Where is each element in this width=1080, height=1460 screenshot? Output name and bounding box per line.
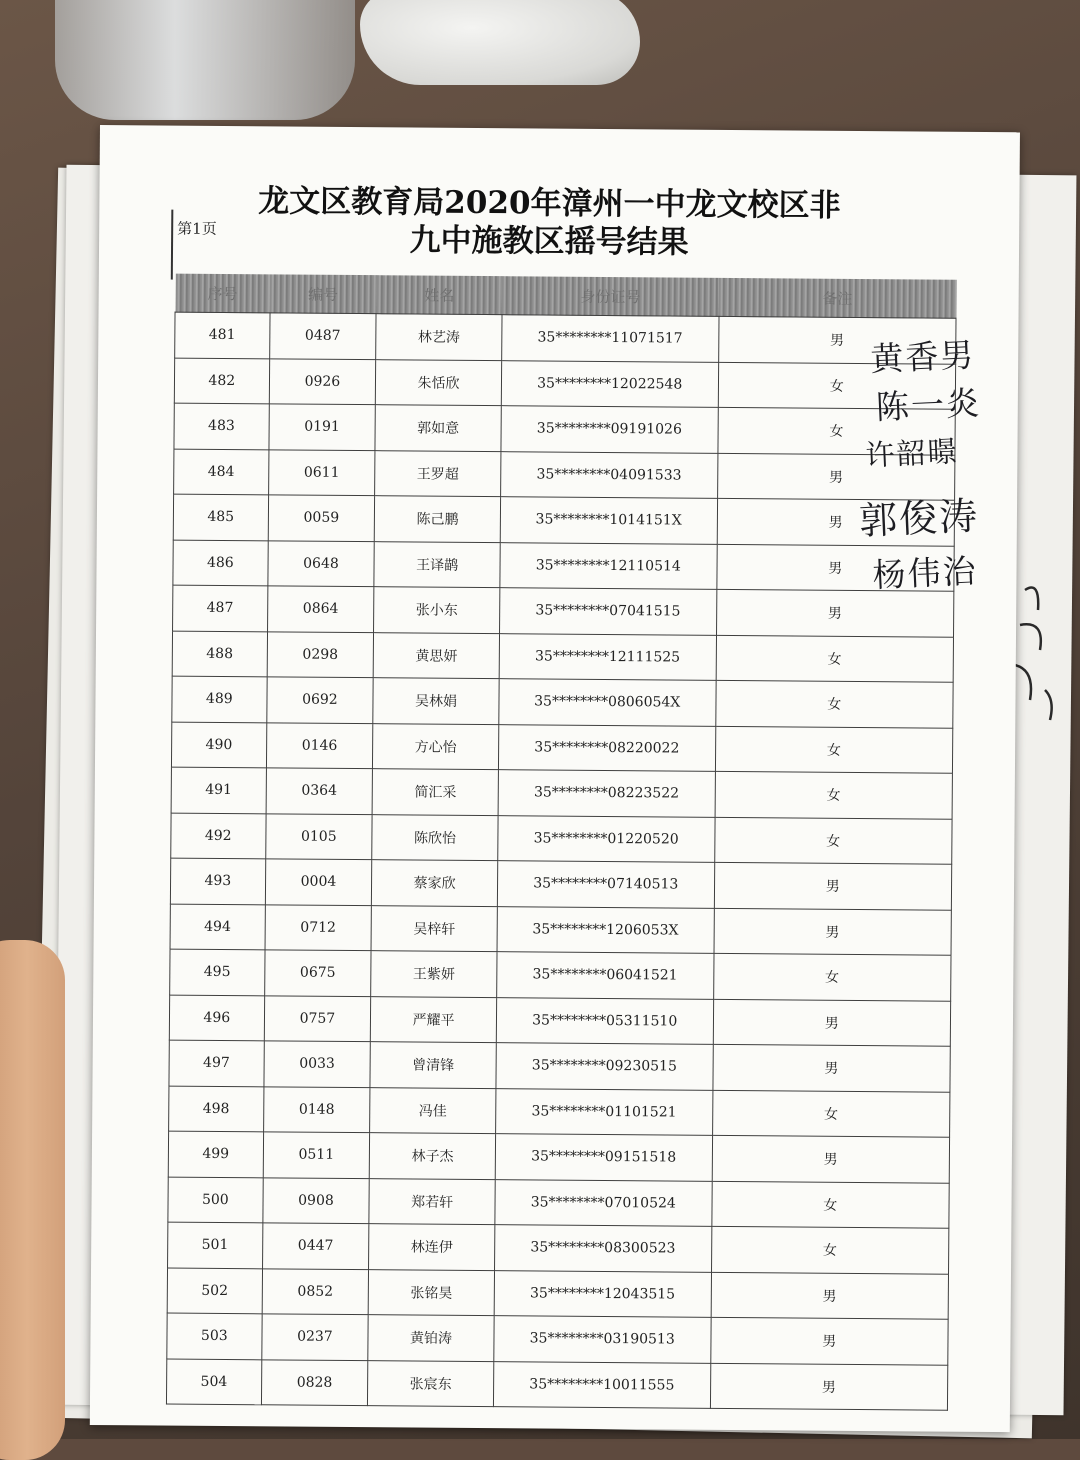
- cell-id: 35********05311510: [496, 997, 713, 1044]
- cell-note: 男: [712, 1135, 950, 1182]
- header-code: 编号: [270, 274, 377, 313]
- cell-code: 0148: [263, 1086, 370, 1132]
- cell-seq: 489: [172, 676, 267, 722]
- results-table: [166, 274, 957, 1411]
- cell-seq: 501: [168, 1222, 263, 1268]
- table-row: [169, 1040, 950, 1092]
- cell-seq: 497: [169, 1040, 264, 1086]
- cell-id: 35********10011555: [493, 1361, 710, 1408]
- cell-name: 王罗超: [375, 450, 501, 496]
- handwritten-name: 陈一炎: [875, 383, 982, 427]
- table-row: [172, 631, 953, 683]
- table-row: [166, 1359, 947, 1411]
- table-row: [167, 1313, 948, 1365]
- cell-code: 0004: [265, 859, 372, 905]
- table-row: [170, 949, 951, 1001]
- cell-id: 35********12022548: [501, 360, 718, 407]
- cell-name: 陈己鹏: [374, 496, 500, 542]
- cell-code: 0511: [263, 1132, 370, 1178]
- cell-note: 男: [716, 544, 954, 591]
- cell-seq: 500: [168, 1177, 263, 1223]
- cell-name: 方心怡: [373, 723, 499, 769]
- cell-id: 35********11071517: [502, 315, 719, 362]
- table-row: [174, 449, 955, 501]
- cell-note: 女: [712, 1090, 950, 1137]
- table-row: [169, 1086, 950, 1138]
- table-row: [173, 494, 954, 546]
- cell-id: 35********12111525: [499, 633, 716, 680]
- cell-id: 35********1014151X: [500, 497, 717, 544]
- cell-code: 0864: [267, 586, 374, 632]
- table-row: [169, 995, 950, 1047]
- cell-code: 0146: [266, 722, 373, 768]
- cell-code: 0712: [265, 904, 372, 950]
- staple-mark: [171, 210, 174, 280]
- cell-note: 女: [713, 953, 951, 1000]
- cell-code: 0828: [261, 1359, 368, 1405]
- cell-code: 0675: [264, 950, 371, 996]
- handwritten-name: 杨伟治: [871, 551, 979, 595]
- cell-id: 35********12110514: [500, 542, 717, 589]
- cell-seq: 494: [170, 904, 265, 950]
- cell-code: 0611: [268, 449, 375, 495]
- cell-seq: 503: [167, 1313, 262, 1359]
- cell-seq: 499: [168, 1131, 263, 1177]
- cell-note: 女: [711, 1181, 949, 1228]
- cell-id: 35********07010524: [495, 1179, 712, 1226]
- cell-id: 35********1206053X: [497, 906, 714, 953]
- table-row: [168, 1131, 949, 1183]
- cell-id: 35********08223522: [498, 770, 715, 817]
- cell-note: 男: [713, 999, 951, 1046]
- handwritten-name: 许韶暻: [864, 434, 960, 473]
- cell-note: 女: [717, 407, 955, 454]
- cell-note: 女: [716, 635, 954, 682]
- cell-note: 男: [717, 453, 955, 500]
- cell-code: 0298: [267, 631, 374, 677]
- lottery-result-sheet: [90, 125, 1020, 1432]
- cell-seq: 493: [170, 858, 265, 904]
- cell-note: 男: [711, 1272, 949, 1319]
- cell-name: 张铭昊: [368, 1269, 494, 1315]
- cell-code: 0908: [263, 1177, 370, 1223]
- handwritten-name: 黄香男: [869, 335, 977, 379]
- cell-code: 0852: [262, 1268, 369, 1314]
- cell-name: 蔡家欣: [372, 860, 498, 906]
- cell-seq: 490: [171, 722, 266, 768]
- cell-id: 35********01220520: [498, 815, 715, 862]
- table-row: [170, 858, 951, 910]
- cell-note: 女: [715, 680, 953, 727]
- cell-note: 男: [716, 589, 954, 636]
- table-row: [173, 540, 954, 592]
- cell-code: 0757: [264, 995, 371, 1041]
- cell-id: 35********06041521: [497, 952, 714, 999]
- cell-seq: 492: [171, 813, 266, 859]
- cell-id: 35********09230515: [496, 1043, 713, 1090]
- table-row: [175, 312, 956, 364]
- cell-seq: 481: [175, 312, 270, 358]
- title-line: 九中施教区摇号结果: [409, 222, 689, 261]
- cell-name: 张小东: [374, 587, 500, 633]
- table-row: [174, 358, 955, 410]
- cell-id: 35********0806054X: [499, 679, 716, 726]
- cell-id: 35********07041515: [499, 588, 716, 635]
- cell-code: 0105: [265, 813, 372, 859]
- table-row: [171, 813, 952, 865]
- header-note: 备注: [719, 278, 957, 318]
- cell-code: 0059: [268, 495, 375, 541]
- cell-id: 35********07140513: [497, 861, 714, 908]
- cell-name: 陈欣怡: [372, 814, 498, 860]
- table-row: [171, 767, 952, 819]
- cell-seq: 484: [174, 449, 269, 495]
- table-row: [168, 1177, 949, 1229]
- cell-note: 男: [714, 862, 952, 909]
- cell-seq: 496: [169, 995, 264, 1041]
- cell-seq: 486: [173, 540, 268, 586]
- cell-name: 王紫妍: [371, 951, 497, 997]
- cell-note: 女: [715, 726, 953, 773]
- cell-id: 35********08300523: [494, 1225, 711, 1272]
- cell-id: 35********01101521: [496, 1088, 713, 1135]
- cell-name: 王译鹋: [374, 541, 500, 587]
- cell-note: 男: [717, 498, 955, 545]
- cell-note: 女: [715, 771, 953, 818]
- cell-code: 0447: [262, 1223, 369, 1269]
- header-seq: 序号: [175, 274, 270, 313]
- cell-seq: 502: [167, 1268, 262, 1314]
- cell-code: 0364: [266, 768, 373, 814]
- cell-seq: 483: [174, 403, 269, 449]
- title-line: 龙文区教育局2020年漳州一中龙文校区非: [258, 183, 841, 224]
- hand: [0, 940, 65, 1460]
- cell-name: 林连伊: [369, 1224, 495, 1270]
- cell-note: 男: [714, 908, 952, 955]
- cell-seq: 498: [169, 1086, 264, 1132]
- handwritten-notes: [858, 331, 1030, 612]
- cell-name: 郑若轩: [369, 1178, 495, 1224]
- cell-name: 简汇采: [372, 769, 498, 815]
- cell-note: 男: [710, 1317, 948, 1364]
- cell-code: 0692: [266, 677, 373, 723]
- cell-id: 35********09151518: [495, 1134, 712, 1181]
- cell-seq: 504: [166, 1359, 261, 1405]
- cell-code: 0926: [269, 358, 376, 404]
- cell-name: 郭如意: [375, 405, 501, 451]
- page-label: 第1页: [177, 219, 217, 238]
- cell-name: 严耀平: [371, 996, 497, 1042]
- handwritten-name: 郭俊涛: [858, 493, 981, 544]
- cell-code: 0648: [268, 540, 375, 586]
- cell-note: 女: [714, 817, 952, 864]
- cell-seq: 482: [174, 358, 269, 404]
- tissue: [360, 0, 640, 85]
- cell-id: 35********04091533: [501, 451, 718, 498]
- cell-note: 男: [712, 1044, 950, 1091]
- cell-note: 男: [718, 316, 956, 363]
- cell-code: 0237: [261, 1314, 368, 1360]
- cell-code: 0191: [269, 404, 376, 450]
- header-row: [175, 274, 956, 319]
- table-row: [167, 1268, 948, 1320]
- cell-seq: 487: [173, 585, 268, 631]
- cell-name: 吴林娟: [373, 678, 499, 724]
- cell-id: 35********08220022: [498, 724, 715, 771]
- table-row: [174, 403, 955, 455]
- cell-name: 林子杰: [369, 1133, 495, 1179]
- table-row: [171, 722, 952, 774]
- cell-note: 女: [711, 1226, 949, 1273]
- cell-name: 曾清锋: [370, 1042, 496, 1088]
- header-name: 姓名: [376, 275, 502, 314]
- cell-name: 朱恬欣: [376, 359, 502, 405]
- cell-name: 黄思妍: [373, 632, 499, 678]
- cell-name: 张宸东: [368, 1360, 494, 1406]
- document-title: [249, 182, 850, 263]
- cell-code: 0487: [269, 313, 376, 359]
- water-bottle: [55, 0, 355, 120]
- cell-seq: 488: [172, 631, 267, 677]
- header-id: 身份证号: [502, 276, 719, 316]
- cell-id: 35********09191026: [501, 406, 718, 453]
- cell-seq: 491: [171, 767, 266, 813]
- cell-id: 35********03190513: [494, 1316, 711, 1363]
- cell-seq: 485: [173, 494, 268, 540]
- cell-name: 黄铂涛: [368, 1315, 494, 1361]
- table-row: [168, 1222, 949, 1274]
- cell-name: 林艺涛: [376, 314, 502, 360]
- cell-code: 0033: [264, 1041, 371, 1087]
- cell-seq: 495: [170, 949, 265, 995]
- table-row: [173, 585, 954, 637]
- cell-name: 冯佳: [370, 1087, 496, 1133]
- cell-note: 男: [710, 1363, 948, 1410]
- table-row: [170, 904, 951, 956]
- cell-note: 女: [718, 362, 956, 409]
- table-row: [172, 676, 953, 728]
- cell-name: 吴梓轩: [371, 905, 497, 951]
- cell-id: 35********12043515: [494, 1270, 711, 1317]
